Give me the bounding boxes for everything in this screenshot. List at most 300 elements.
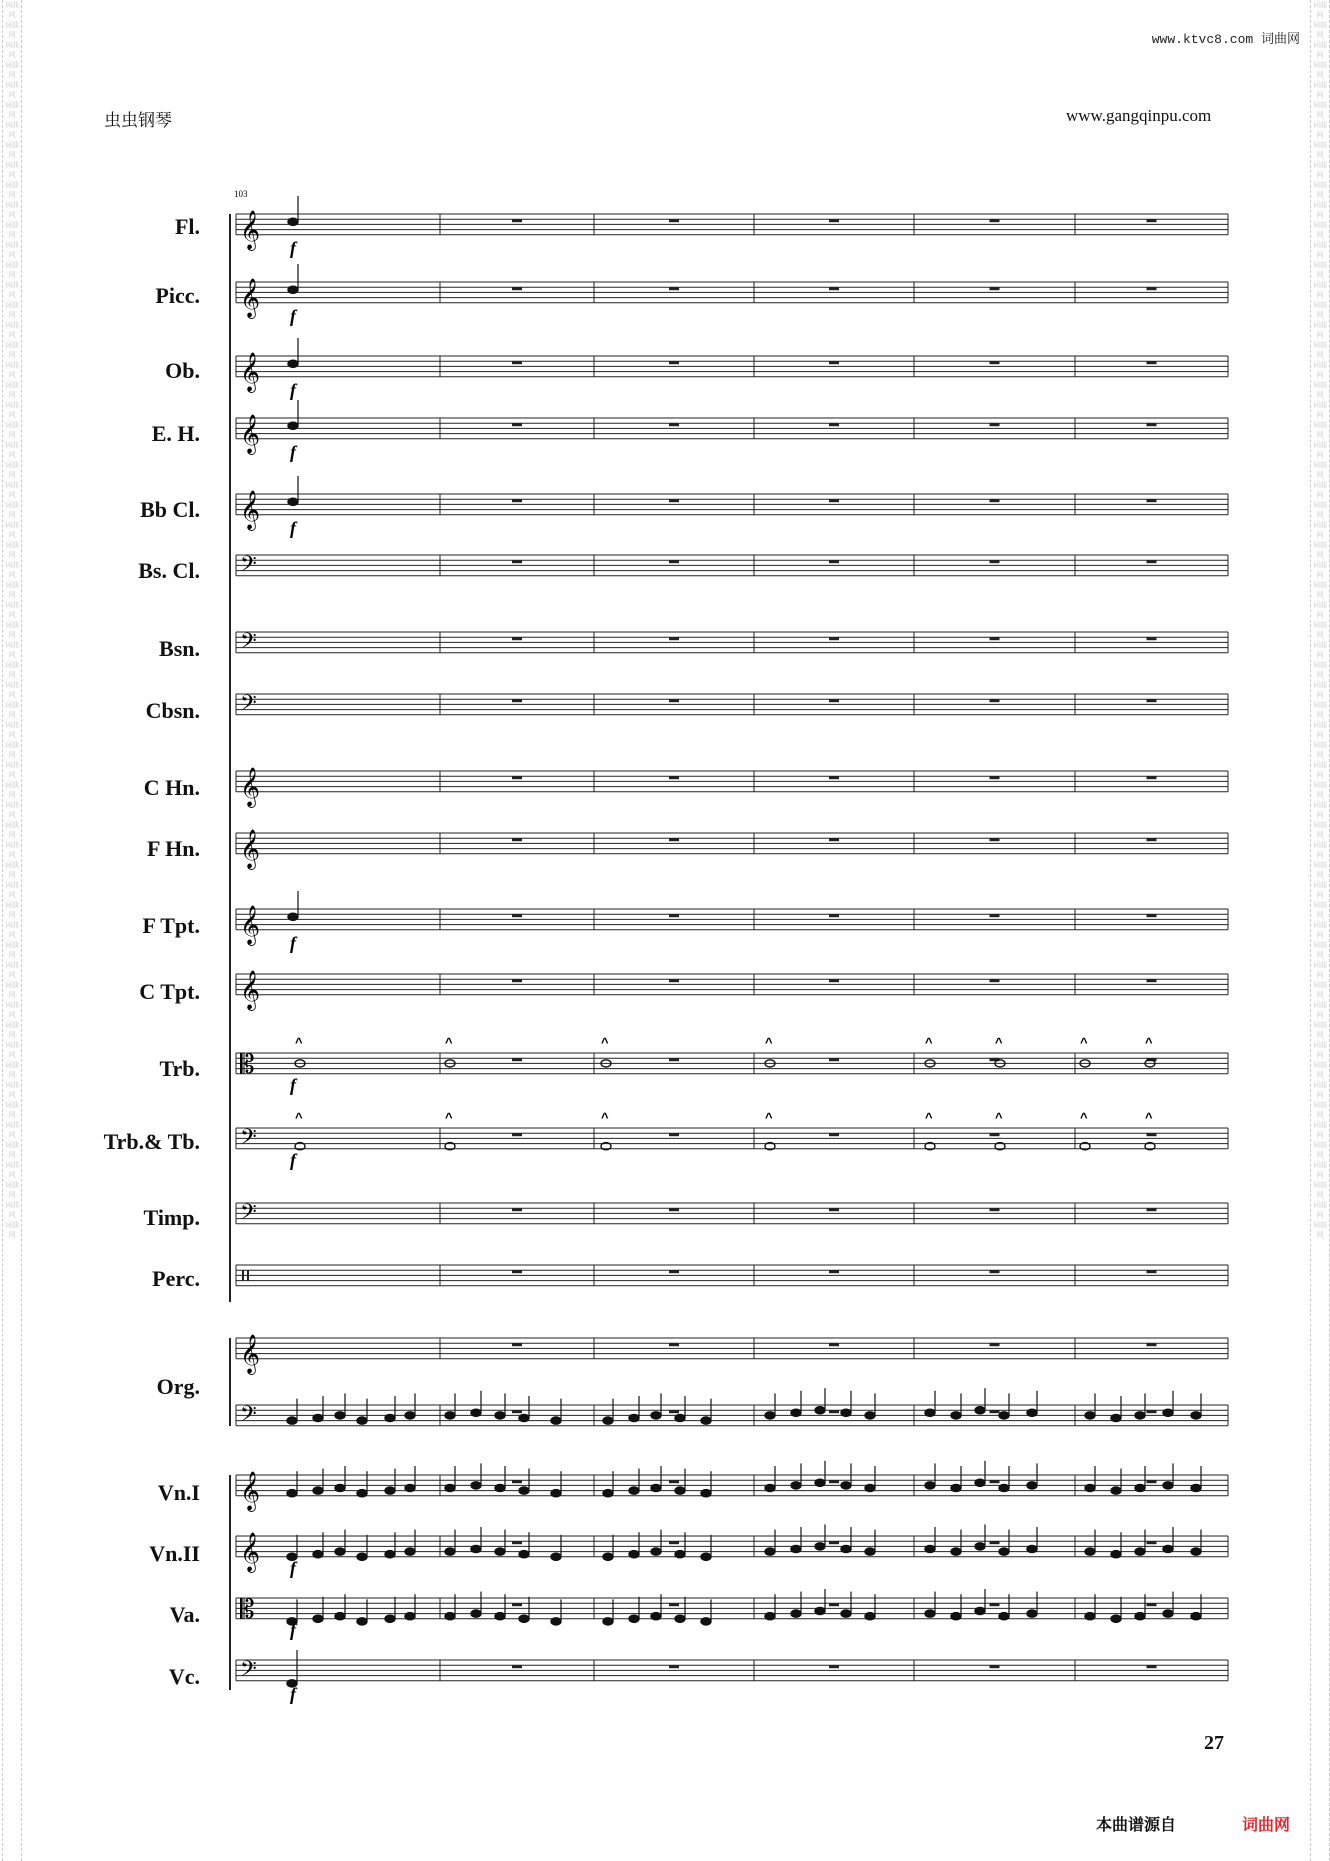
notehead [335, 1484, 345, 1491]
accent-marking: ^ [1080, 1035, 1088, 1050]
whole-rest [1147, 423, 1157, 426]
instrument-label: Trb.& Tb. [103, 1129, 200, 1154]
whole-rest [829, 699, 839, 702]
dynamic-marking: f [290, 1684, 296, 1704]
accent-marking: ^ [765, 1035, 773, 1050]
whole-rest [829, 1480, 839, 1483]
notehead [405, 1548, 415, 1555]
notehead [385, 1615, 395, 1622]
notehead [975, 1607, 985, 1614]
whole-rest [990, 1208, 1000, 1211]
notehead [791, 1610, 801, 1617]
whole-rest [669, 423, 679, 426]
instrument-label: Org. [156, 1374, 200, 1399]
whole-rest [512, 838, 522, 841]
whole-rest [1147, 1665, 1157, 1668]
notehead [651, 1613, 661, 1620]
whole-rest [669, 1270, 679, 1273]
whole-rest [829, 287, 839, 290]
whole-rest [829, 1133, 839, 1136]
notehead [1135, 1548, 1145, 1555]
notehead [925, 1610, 935, 1617]
whole-rest [990, 1343, 1000, 1346]
notehead [495, 1484, 505, 1491]
notehead [288, 218, 298, 225]
notehead [975, 1407, 985, 1414]
notehead [765, 1412, 775, 1419]
notehead [357, 1553, 367, 1560]
accent-marking: ^ [925, 1110, 933, 1125]
notehead [1027, 1545, 1037, 1552]
notehead [471, 1610, 481, 1617]
notehead [791, 1409, 801, 1416]
whole-rest [669, 1541, 679, 1544]
dynamic-marking: f [290, 380, 296, 400]
instrument-label: Perc. [152, 1266, 200, 1291]
whole-rest [990, 1603, 1000, 1606]
site-url-top[interactable]: www.ktvc8.com 词曲网 [1151, 32, 1300, 47]
whole-rest [669, 637, 679, 640]
whole-rest [990, 361, 1000, 364]
whole-rest [990, 637, 1000, 640]
accent-marking: ^ [601, 1035, 609, 1050]
clef-icon: 𝄢 [240, 628, 257, 659]
whole-rest [512, 361, 522, 364]
whole-rest [1147, 1603, 1157, 1606]
whole-rest [1147, 560, 1157, 563]
notehead [975, 1543, 985, 1550]
notehead [629, 1414, 639, 1421]
whole-rest [829, 979, 839, 982]
notehead [629, 1615, 639, 1622]
accent-marking: ^ [601, 1110, 609, 1125]
whole-rest [512, 560, 522, 563]
notehead [675, 1615, 685, 1622]
whole-rest [1147, 699, 1157, 702]
notehead [765, 1484, 775, 1491]
whole-rest [512, 1133, 522, 1136]
notehead [925, 1409, 935, 1416]
notehead [519, 1615, 529, 1622]
clef-icon: 𝄞 [240, 351, 261, 392]
notehead [1111, 1487, 1121, 1494]
notehead [313, 1551, 323, 1558]
clef-icon: 𝄡 [240, 1049, 255, 1080]
instrument-label: F Hn. [147, 836, 200, 861]
notehead [675, 1487, 685, 1494]
instrument-label: Vn.II [149, 1541, 200, 1566]
notehead [603, 1553, 613, 1560]
whole-rest [512, 699, 522, 702]
whole-rest [829, 1603, 839, 1606]
whole-rest [669, 914, 679, 917]
notehead [841, 1610, 851, 1617]
notehead [701, 1553, 711, 1560]
notehead [951, 1484, 961, 1491]
whole-rest [669, 1058, 679, 1061]
notehead [865, 1548, 875, 1555]
notehead [1085, 1412, 1095, 1419]
whole-rest [512, 1270, 522, 1273]
notehead [288, 360, 298, 367]
whole-rest [669, 1410, 679, 1413]
clef-icon: 𝄞 [240, 1470, 261, 1511]
notehead [629, 1551, 639, 1558]
notehead [445, 1613, 455, 1620]
dynamic-marking: f [290, 238, 296, 258]
footer-source-text: 本曲谱源自 [1096, 1815, 1177, 1834]
notehead [313, 1414, 323, 1421]
notehead [865, 1484, 875, 1491]
notehead [1111, 1551, 1121, 1558]
whole-rest [829, 1208, 839, 1211]
notehead [1191, 1484, 1201, 1491]
whole-rest [829, 361, 839, 364]
whole-rest [669, 219, 679, 222]
notehead [651, 1484, 661, 1491]
whole-rest [1147, 1410, 1157, 1413]
notehead [865, 1412, 875, 1419]
whole-rest [1147, 1270, 1157, 1273]
notehead [471, 1409, 481, 1416]
whole-rest [669, 979, 679, 982]
instrument-label: Bb Cl. [140, 497, 200, 522]
whole-rest [829, 1343, 839, 1346]
notehead [288, 422, 298, 429]
dynamic-marking: f [290, 442, 296, 462]
notehead [551, 1490, 561, 1497]
whole-rest [512, 914, 522, 917]
notehead [287, 1417, 297, 1424]
clef-icon: 𝄞 [240, 489, 261, 530]
notehead [1163, 1545, 1173, 1552]
clef-icon: 𝄞 [240, 1531, 261, 1572]
whole-rest [669, 1603, 679, 1606]
notehead [765, 1548, 775, 1555]
notehead [925, 1545, 935, 1552]
whole-rest [669, 838, 679, 841]
notehead [1027, 1610, 1037, 1617]
whole-rest [512, 219, 522, 222]
notehead [865, 1613, 875, 1620]
notehead [551, 1618, 561, 1625]
notehead [815, 1479, 825, 1486]
accent-marking: ^ [295, 1110, 303, 1125]
clef-icon: 𝄢 [240, 1199, 257, 1230]
notehead [999, 1548, 1009, 1555]
notehead [288, 913, 298, 920]
notehead [405, 1613, 415, 1620]
whole-rest [512, 1410, 522, 1413]
percussion-clef [242, 1270, 244, 1281]
notehead [925, 1482, 935, 1489]
clef-icon: 𝄢 [240, 1401, 257, 1432]
instrument-label: Trb. [159, 1056, 200, 1081]
notehead [405, 1484, 415, 1491]
notehead [1135, 1613, 1145, 1620]
whole-rest [512, 499, 522, 502]
notehead [1111, 1615, 1121, 1622]
notehead [471, 1545, 481, 1552]
instrument-label: Ob. [165, 358, 200, 383]
notehead [815, 1407, 825, 1414]
whole-rest [1147, 914, 1157, 917]
whole-rest [829, 1058, 839, 1061]
whole-rest [829, 1410, 839, 1413]
accent-marking: ^ [1080, 1110, 1088, 1125]
whole-rest [829, 637, 839, 640]
whole-rest [1147, 1133, 1157, 1136]
clef-icon: 𝄢 [240, 1656, 257, 1687]
whole-rest [829, 1665, 839, 1668]
whole-rest [512, 637, 522, 640]
notehead [1163, 1610, 1173, 1617]
dynamic-marking: f [290, 518, 296, 538]
instrument-label: Bs. Cl. [138, 558, 200, 583]
notehead [1085, 1484, 1095, 1491]
whole-rest [1147, 1480, 1157, 1483]
clef-icon: 𝄢 [240, 690, 257, 721]
accent-marking: ^ [925, 1035, 933, 1050]
dynamic-marking: f [290, 1075, 296, 1095]
whole-rest [512, 776, 522, 779]
notehead [495, 1613, 505, 1620]
whole-rest [669, 1480, 679, 1483]
notehead [313, 1487, 323, 1494]
accent-marking: ^ [295, 1035, 303, 1050]
notehead [1085, 1548, 1095, 1555]
instrument-label: Picc. [155, 283, 200, 308]
notehead [495, 1548, 505, 1555]
whole-rest [829, 1270, 839, 1273]
notehead [1163, 1482, 1173, 1489]
notehead [551, 1553, 561, 1560]
whole-rest [990, 1665, 1000, 1668]
whole-rest [829, 914, 839, 917]
whole-rest [990, 914, 1000, 917]
notehead [999, 1412, 1009, 1419]
whole-rest [669, 287, 679, 290]
notehead [551, 1417, 561, 1424]
whole-rest [990, 979, 1000, 982]
notehead [1027, 1409, 1037, 1416]
whole-rest [1147, 838, 1157, 841]
whole-rest [990, 1133, 1000, 1136]
whole-rest [512, 1208, 522, 1211]
accent-marking: ^ [445, 1110, 453, 1125]
notehead [841, 1409, 851, 1416]
notehead [815, 1543, 825, 1550]
whole-rest [1147, 1541, 1157, 1544]
instrument-label: Vc. [168, 1664, 200, 1689]
notehead [603, 1490, 613, 1497]
clef-icon: 𝄡 [240, 1594, 255, 1625]
whole-rest [669, 361, 679, 364]
dynamic-marking: f [290, 933, 296, 953]
notehead [951, 1412, 961, 1419]
notehead [385, 1551, 395, 1558]
whole-rest [1147, 219, 1157, 222]
clef-icon: 𝄞 [240, 209, 261, 250]
notehead [471, 1482, 481, 1489]
whole-rest [669, 1133, 679, 1136]
whole-rest [990, 287, 1000, 290]
notehead [357, 1618, 367, 1625]
accent-marking: ^ [445, 1035, 453, 1050]
notehead [335, 1412, 345, 1419]
whole-rest [1147, 361, 1157, 364]
whole-rest [512, 1603, 522, 1606]
clef-icon: 𝄞 [240, 828, 261, 869]
accent-marking: ^ [1145, 1110, 1153, 1125]
whole-rest [1147, 287, 1157, 290]
dynamic-marking: f [290, 1150, 296, 1170]
notehead [603, 1417, 613, 1424]
whole-rest [512, 1541, 522, 1544]
instrument-label: Timp. [143, 1205, 200, 1230]
whole-rest [669, 1208, 679, 1211]
notehead [999, 1613, 1009, 1620]
whole-rest [1147, 1208, 1157, 1211]
whole-rest [829, 838, 839, 841]
whole-rest [1147, 499, 1157, 502]
notehead [841, 1482, 851, 1489]
notehead [519, 1414, 529, 1421]
notehead [385, 1414, 395, 1421]
whole-rest [512, 287, 522, 290]
clef-icon: 𝄢 [240, 1124, 257, 1155]
whole-rest [829, 776, 839, 779]
notehead [445, 1412, 455, 1419]
notehead [335, 1548, 345, 1555]
notehead [701, 1618, 711, 1625]
notehead [335, 1613, 345, 1620]
notehead [791, 1482, 801, 1489]
notehead [651, 1412, 661, 1419]
whole-rest [829, 423, 839, 426]
notehead [495, 1412, 505, 1419]
percussion-clef [247, 1270, 249, 1281]
notehead [815, 1607, 825, 1614]
notehead [1163, 1409, 1173, 1416]
instrument-label: Bsn. [159, 636, 200, 661]
whole-rest [990, 1480, 1000, 1483]
notehead [951, 1613, 961, 1620]
notehead [357, 1417, 367, 1424]
accent-marking: ^ [765, 1110, 773, 1125]
notehead [287, 1490, 297, 1497]
page-number: 27 [1204, 1732, 1224, 1754]
whole-rest [512, 1058, 522, 1061]
whole-rest [829, 1541, 839, 1544]
whole-rest [512, 979, 522, 982]
instrument-label: Vn.I [157, 1480, 200, 1505]
whole-rest [512, 1343, 522, 1346]
whole-rest [1147, 1343, 1157, 1346]
notehead [1111, 1414, 1121, 1421]
whole-rest [990, 699, 1000, 702]
notehead [701, 1490, 711, 1497]
clef-icon: 𝄞 [240, 413, 261, 454]
notehead [951, 1548, 961, 1555]
notehead [1191, 1548, 1201, 1555]
notehead [1191, 1412, 1201, 1419]
notehead [445, 1484, 455, 1491]
notehead [445, 1548, 455, 1555]
whole-rest [829, 560, 839, 563]
whole-rest [990, 1541, 1000, 1544]
dynamic-marking: f [290, 1620, 296, 1640]
whole-rest [512, 423, 522, 426]
accent-marking: ^ [1145, 1035, 1153, 1050]
notehead [1085, 1613, 1095, 1620]
notehead [791, 1545, 801, 1552]
instrument-label: Va. [169, 1602, 200, 1627]
whole-rest [512, 1480, 522, 1483]
instrument-label: Cbsn. [145, 698, 200, 723]
clef-icon: 𝄢 [240, 551, 257, 582]
notehead [1135, 1484, 1145, 1491]
notehead [675, 1551, 685, 1558]
whole-rest [669, 776, 679, 779]
instrument-label: Fl. [174, 214, 200, 239]
notehead [675, 1414, 685, 1421]
notehead [313, 1615, 323, 1622]
footer-source-brand[interactable]: 词曲网 [1242, 1815, 1291, 1834]
whole-rest [669, 1343, 679, 1346]
notehead [357, 1490, 367, 1497]
whole-rest [1147, 979, 1157, 982]
notehead [701, 1417, 711, 1424]
clef-icon: 𝄞 [240, 904, 261, 945]
instrument-label: C Hn. [143, 775, 200, 800]
measure-number: 103 [234, 189, 248, 199]
notehead [405, 1412, 415, 1419]
notehead [629, 1487, 639, 1494]
notehead [651, 1548, 661, 1555]
whole-rest [990, 1270, 1000, 1273]
instrument-label: C Tpt. [139, 979, 200, 1004]
whole-rest [669, 560, 679, 563]
notehead [765, 1613, 775, 1620]
clef-icon: 𝄞 [240, 766, 261, 807]
brand-url[interactable]: www.gangqinpu.com [1066, 106, 1212, 125]
notehead [1027, 1482, 1037, 1489]
clef-icon: 𝄞 [240, 1333, 261, 1374]
whole-rest [829, 219, 839, 222]
notehead [603, 1618, 613, 1625]
notehead [519, 1551, 529, 1558]
clef-icon: 𝄞 [240, 277, 261, 318]
whole-rest [990, 1410, 1000, 1413]
whole-rest [990, 499, 1000, 502]
brand-name: 虫虫钢琴 [104, 111, 172, 131]
notehead [975, 1479, 985, 1486]
whole-rest [669, 699, 679, 702]
whole-rest [669, 1665, 679, 1668]
dynamic-marking: f [290, 1558, 296, 1578]
notehead [385, 1487, 395, 1494]
notehead [1135, 1412, 1145, 1419]
accent-marking: ^ [995, 1110, 1003, 1125]
notehead [1191, 1613, 1201, 1620]
instrument-label: E. H. [151, 421, 200, 446]
whole-rest [990, 776, 1000, 779]
left-watermark-strip: 词曲网 词曲网 词曲网 词曲网 词曲网 词曲网 词曲网 词曲网 词曲网 词曲网 词曲网 词曲网 词曲网 词曲网 词曲网 词曲网 词曲网 词曲网 词曲网 词曲网 词曲网 词曲网 词曲网 词曲网 词曲网 词曲网 词曲网 词曲网 词曲网 词曲网 词曲网 词曲网 词曲网 词曲网 词曲网 词曲网 词曲网 词曲网 词曲网 词曲网 词曲网 词曲网 词曲网 词曲网 词曲网 词曲网 词曲网 词曲网 词曲网 词曲网 词曲网 词曲网 词曲网 词曲网 词曲网 词曲网 词曲网 词曲网 词曲网 词曲网 词曲网 词曲网 [2, 0, 22, 1861]
whole-rest [990, 560, 1000, 563]
notehead [288, 498, 298, 505]
whole-rest [990, 219, 1000, 222]
